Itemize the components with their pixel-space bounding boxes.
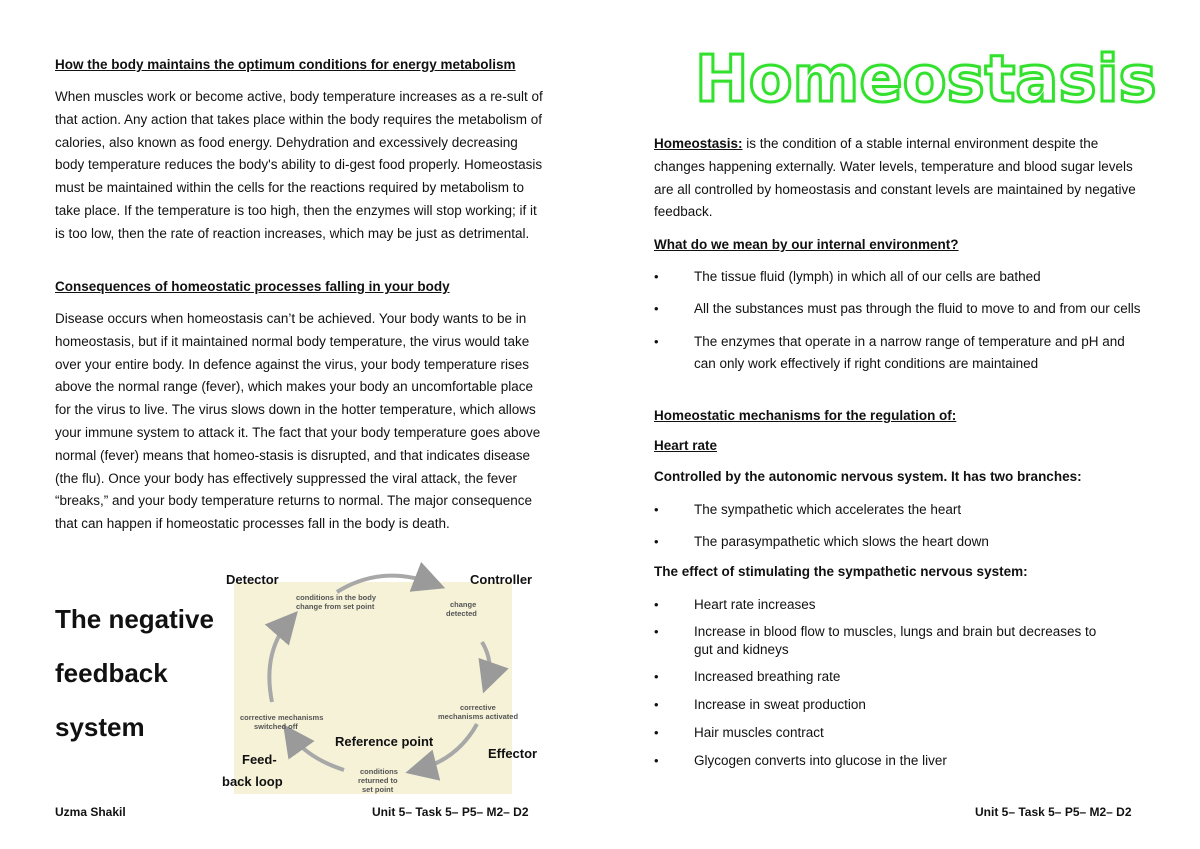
metabolism-heading: How the body maintains the optimum conditions for energy metabolism	[55, 57, 516, 72]
feedback-loop-label-1: Feed-	[242, 752, 277, 767]
arrow-left	[269, 620, 290, 702]
list-item: • Heart rate increases	[654, 597, 816, 612]
node-right-line2: mechanisms activated	[438, 712, 519, 721]
metabolism-paragraph: When muscles work or become active, body temperature increases as a re-sult of that action. Any action that takes place within the body requires the metabolism of calories, also known as food energy. Dehydration and excessively decreasing body temperature reduces the body's ability to di-gest food properly. Homeostasis must be maintained within the cells for the reactions required by metabolism to take place. If the temperature is too high, then the enzymes will stop working; if it is too low, then the rate of reaction increases, which may be just as detrimental.	[55, 89, 543, 241]
title-line-2: feedback	[55, 658, 168, 688]
effects-list	[654, 595, 1144, 771]
node-top-left-line2: change from set point	[296, 602, 375, 611]
intro-term: Homeostasis:	[654, 136, 743, 151]
effect-heading: The effect of stimulating the sympathetic nervous system:	[654, 564, 1028, 579]
list-item: • Glycogen converts into glucose in the liver	[654, 753, 947, 768]
list-item: • Increase in sweat production	[654, 697, 866, 712]
list-item: • All the substances must pas through the fluid to move to and from our cells	[654, 301, 1141, 316]
node-left-line1: corrective mechanisms	[240, 713, 324, 722]
node-bottom-line1: conditions	[360, 767, 398, 776]
negative-feedback-title	[55, 592, 235, 754]
feedback-loop-diagram	[222, 562, 538, 797]
mechanisms-heading: Homeostatic mechanisms for the regulation of:	[654, 408, 957, 423]
feedback-cycle-svg	[232, 562, 537, 797]
list-item: • Hair muscles contract	[654, 725, 824, 740]
internal-environment-list	[654, 267, 1144, 375]
unit-footer-left: Unit 5– Task 5– P5– M2– D2	[372, 805, 529, 819]
detector-label: Detector	[226, 572, 279, 587]
feedback-loop-label-2: back loop	[222, 774, 283, 789]
branches-list	[654, 500, 1144, 552]
reference-point-label: Reference point	[335, 734, 434, 749]
consequences-paragraph: Disease occurs when homeostasis can’t be achieved. Your body wants to be in homeostasis, but if it maintained normal body temperature, the virus would take over your entire body. In defence against the virus, your body temperature rises above the normal range (fever), which makes your body an uncomfortable place for the virus to live. The virus slows down in the hotter temperature, which allows your immune system to attack it. The fact that your body temperature goes above normal (fever) means that homeo-stasis is disrupted, and that indicates disease (the flu). Once your body has effectively suppressed the viral attack, the fever “breaks,” and your body temperature returns to normal. The major consequence that can happen if homeostatic processes fall in the body is death.	[55, 311, 541, 532]
list-item: • The tissue fluid (lymph) in which all of our cells are bathed	[654, 269, 1041, 284]
list-item: • Increase in blood flow to muscles, lungs and brain but decreases to gut and kidneys	[654, 624, 1097, 657]
node-bottom-line3: set point	[362, 785, 394, 794]
homeostasis-intro	[654, 133, 1144, 224]
controller-label: Controller	[470, 572, 533, 587]
node-left-line2: switched off	[254, 722, 298, 731]
arrow-right-upper	[482, 642, 490, 682]
list-item: • The enzymes that operate in a narrow range of temperature and pH and can only work effectively if right conditions are maintained	[654, 334, 1125, 371]
homeostasis-title: Homeostasis	[695, 43, 1157, 117]
node-top-right-line1: change	[450, 600, 477, 609]
node-bottom-line2: returned to	[358, 776, 398, 785]
title-line-1: The negative	[55, 604, 214, 634]
list-item: • Increased breathing rate	[654, 669, 841, 684]
intro-text: is the condition of a stable internal environment despite the changes happening externally. Water levels, temperature and blood sugar levels are all controlled by homeostasis and constant levels are maintained by negative feedback.	[654, 136, 1136, 220]
node-right-line1: corrective	[460, 703, 496, 712]
controlled-text: Controlled by the autonomic nervous system. It has two branches:	[654, 469, 1082, 484]
heart-rate-heading: Heart rate	[654, 438, 718, 453]
node-top-left-line1: conditions in the body	[296, 593, 376, 602]
node-top-right-line2: detected	[446, 609, 477, 618]
title-line-3: system	[55, 712, 145, 742]
consequences-heading: Consequences of homeostatic processes falling in your body	[55, 279, 450, 294]
unit-footer-right: Unit 5– Task 5– P5– M2– D2	[975, 805, 1132, 819]
internal-environment-heading: What do we mean by our internal environment?	[654, 237, 959, 252]
author-footer: Uzma Shakil	[55, 805, 126, 819]
arrow-top	[337, 576, 434, 592]
effector-label: Effector	[488, 746, 538, 761]
list-item: • The sympathetic which accelerates the heart	[654, 502, 962, 517]
list-item: • The parasympathetic which slows the heart down	[654, 534, 989, 549]
